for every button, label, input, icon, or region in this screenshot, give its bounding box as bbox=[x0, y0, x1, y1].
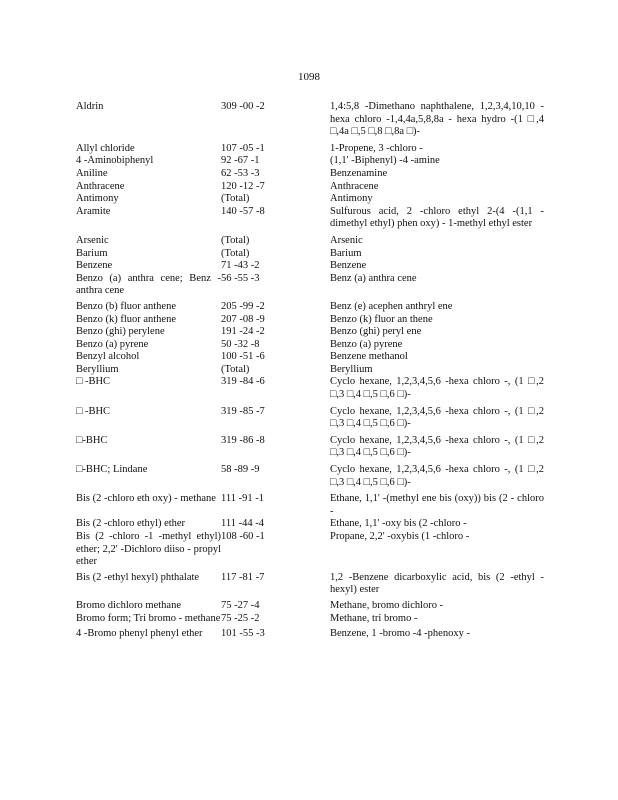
chemical-name: Benzo (k) fluor anthene bbox=[76, 313, 177, 325]
chemical-name: Aramite bbox=[76, 205, 111, 217]
cas-number: 205 -99 -2 bbox=[221, 300, 265, 312]
chemical-synonym: Methane, bromo dichloro - bbox=[330, 599, 444, 611]
chemical-name: Bis (2 -chloro eth oxy) - methane bbox=[76, 493, 216, 505]
chemical-name: Allyl chloride bbox=[76, 142, 135, 154]
chemical-synonym: Benzenamine bbox=[330, 167, 388, 179]
chemical-synonym: Benzene bbox=[330, 260, 367, 272]
table-row bbox=[76, 273, 546, 298]
cas-number: 62 -53 -3 bbox=[221, 167, 260, 179]
cas-number: 117 -81 -7 bbox=[221, 571, 265, 583]
chemical-name: □ -BHC bbox=[76, 376, 111, 388]
table-row bbox=[76, 351, 546, 364]
chemical-name: Bis (2 -ethyl hexyl) phthalate bbox=[76, 571, 200, 583]
cas-number: 50 -32 -8 bbox=[221, 338, 260, 350]
cas-number: 319 -85 -7 bbox=[221, 405, 265, 417]
chemical-name: □-BHC bbox=[76, 434, 108, 446]
chemical-name: Bromo form; Tri bromo - methane bbox=[76, 612, 221, 624]
chemical-name: Benzo (a) anthra cene; Benz - anthra cene bbox=[76, 272, 221, 297]
table-row bbox=[76, 339, 546, 352]
table-row bbox=[76, 155, 546, 168]
chemical-synonym: Cyclo hexane, 1,2,3,4,5,6 -hexa chloro -, (1 □,2 □,3 □,4 □,5 □,6 □)- bbox=[330, 405, 544, 430]
chemical-synonym: Cyclo hexane, 1,2,3,4,5,6 -hexa chloro -, (1 □,2 □,3 □,4 □,5 □,6 □)- bbox=[330, 434, 544, 459]
chemical-name: Aldrin bbox=[76, 101, 104, 112]
table-row bbox=[76, 493, 546, 518]
chemical-name: Benzo (b) fluor anthene bbox=[76, 300, 177, 312]
chemical-synonym: Benzene, 1 -bromo -4 -phenoxy - bbox=[330, 628, 470, 640]
chemical-synonym: 1,4:5,8 -Dimethano naphthalene, 1,2,3,4,10,10 -hexa chloro -1,4,4a,5,8,8a - hexa hydro -(1 □,4 □,4a □,5 □,8 □,8a □)- bbox=[330, 101, 544, 138]
cas-number: 319 -86 -8 bbox=[221, 434, 265, 446]
chemical-name: Beryllium bbox=[76, 363, 119, 375]
chemical-synonym: Benz (e) acephen anthryl ene bbox=[330, 300, 453, 312]
chemical-name: Bis (2 -chloro -1 -methyl ethyl) ether; 2,2' -Dichloro diiso - propyl ether bbox=[76, 531, 221, 568]
chemical-synonym: Sulfurous acid, 2 -chloro ethyl 2-(4 -(1,1 - dimethyl ethyl) phen oxy) - 1-methyl ethyl ester bbox=[330, 205, 544, 230]
chemical-synonym: Benzo (a) pyrene bbox=[330, 338, 403, 350]
chemical-synonym: Ethane, 1,1' -(methyl ene bis (oxy)) bis (2 - chloro - bbox=[330, 493, 544, 517]
cas-number: 92 -67 -1 bbox=[221, 155, 260, 167]
cas-number: (Total) bbox=[221, 363, 250, 375]
chemical-synonym: Propane, 2,2' -oxybis (1 -chloro - bbox=[330, 531, 470, 542]
chemical-synonym: Anthracene bbox=[330, 180, 379, 192]
cas-number: 71 -43 -2 bbox=[221, 260, 260, 272]
chemical-synonym: Ethane, 1,1' -oxy bis (2 -chloro - bbox=[330, 518, 467, 530]
chemical-synonym: Barium bbox=[330, 247, 362, 259]
chemical-name: Aniline bbox=[76, 167, 108, 179]
cas-number: 108 -60 -1 bbox=[221, 531, 265, 542]
table-row bbox=[76, 628, 546, 641]
cas-number: 140 -57 -8 bbox=[221, 205, 265, 217]
chemical-name: 4 -Aminobiphenyl bbox=[76, 155, 154, 167]
table-row bbox=[76, 206, 546, 231]
chemical-name: Anthracene bbox=[76, 180, 125, 192]
cas-number: (Total) bbox=[221, 234, 250, 246]
chemical-synonym: (1,1' -Biphenyl) -4 -amine bbox=[330, 155, 440, 167]
cas-number: (Total) bbox=[221, 193, 250, 205]
table-row bbox=[76, 518, 546, 531]
table-row bbox=[76, 364, 546, 377]
chemical-name: Bis (2 -chloro ethyl) ether bbox=[76, 518, 186, 530]
cas-number: 101 -55 -3 bbox=[221, 628, 265, 640]
table-row bbox=[76, 260, 546, 273]
chemical-synonym: 1-Propene, 3 -chloro - bbox=[330, 142, 423, 154]
table-row bbox=[76, 326, 546, 339]
table-row bbox=[76, 143, 546, 156]
chemical-synonym: 1,2 -Benzene dicarboxylic acid, bis (2 -ethyl - hexyl) ester bbox=[330, 571, 544, 596]
chemical-synonym: Benzo (k) fluor an thene bbox=[330, 313, 433, 325]
chemical-name: 4 -Bromo phenyl phenyl ether bbox=[76, 628, 203, 640]
table-row bbox=[76, 572, 546, 597]
cas-number: 56 -55 -3 bbox=[221, 272, 260, 284]
table-row bbox=[76, 301, 546, 314]
cas-number: 319 -84 -6 bbox=[221, 376, 265, 388]
cas-number: 107 -05 -1 bbox=[221, 142, 265, 154]
chemical-table bbox=[76, 101, 546, 641]
cas-number: (Total) bbox=[221, 247, 250, 259]
chemical-synonym: Benzene methanol bbox=[330, 351, 408, 363]
table-row bbox=[76, 613, 546, 626]
cas-number: 111 -44 -4 bbox=[221, 518, 264, 530]
cas-number: 58 -89 -9 bbox=[221, 464, 260, 476]
chemical-name: Benzyl alcohol bbox=[76, 351, 140, 363]
table-row bbox=[76, 406, 546, 431]
cas-number: 309 -00 -2 bbox=[221, 101, 265, 112]
chemical-synonym: Cyclo hexane, 1,2,3,4,5,6 -hexa chloro -, (1 □,2 □,3 □,4 □,5 □,6 □)- bbox=[330, 376, 544, 401]
chemical-synonym: Cyclo hexane, 1,2,3,4,5,6 -hexa chloro -, (1 □,2 □,3 □,4 □,5 □,6 □)- bbox=[330, 464, 544, 488]
chemical-synonym: Benz (a) anthra cene bbox=[330, 272, 417, 284]
table-row bbox=[76, 376, 546, 401]
chemical-name: Barium bbox=[76, 247, 108, 259]
table-row bbox=[76, 101, 546, 139]
chemical-name: Benzo (ghi) perylene bbox=[76, 326, 165, 338]
table-row bbox=[76, 235, 546, 248]
chemical-name: Bromo dichloro methane bbox=[76, 599, 181, 611]
table-row bbox=[76, 531, 546, 569]
cas-number: 100 -51 -6 bbox=[221, 351, 265, 363]
table-row bbox=[76, 181, 546, 194]
chemical-name: □-BHC; Lindane bbox=[76, 464, 148, 476]
chemical-synonym: Antimony bbox=[330, 193, 373, 205]
table-row bbox=[76, 314, 546, 327]
page-number: 1098 bbox=[298, 71, 320, 83]
chemical-synonym: Methane, tri bromo - bbox=[330, 612, 418, 624]
table-row bbox=[76, 464, 546, 489]
chemical-name: Arsenic bbox=[76, 234, 109, 246]
cas-number: 75 -25 -2 bbox=[221, 612, 260, 624]
cas-number: 207 -08 -9 bbox=[221, 313, 265, 325]
cas-number: 191 -24 -2 bbox=[221, 326, 265, 338]
chemical-name: Benzene bbox=[76, 260, 113, 272]
table-row bbox=[76, 193, 546, 206]
cas-number: 75 -27 -4 bbox=[221, 599, 260, 611]
chemical-synonym: Beryllium bbox=[330, 363, 373, 375]
chemical-name: □ -BHC bbox=[76, 405, 111, 417]
table-row bbox=[76, 600, 546, 613]
table-row bbox=[76, 248, 546, 261]
chemical-name: Benzo (a) pyrene bbox=[76, 338, 149, 350]
table-row bbox=[76, 435, 546, 460]
chemical-synonym: Benzo (ghi) peryl ene bbox=[330, 326, 422, 338]
cas-number: 111 -91 -1 bbox=[221, 493, 264, 505]
chemical-name: Antimony bbox=[76, 193, 119, 205]
chemical-synonym: Arsenic bbox=[330, 234, 363, 246]
cas-number: 120 -12 -7 bbox=[221, 180, 265, 192]
table-row bbox=[76, 168, 546, 181]
